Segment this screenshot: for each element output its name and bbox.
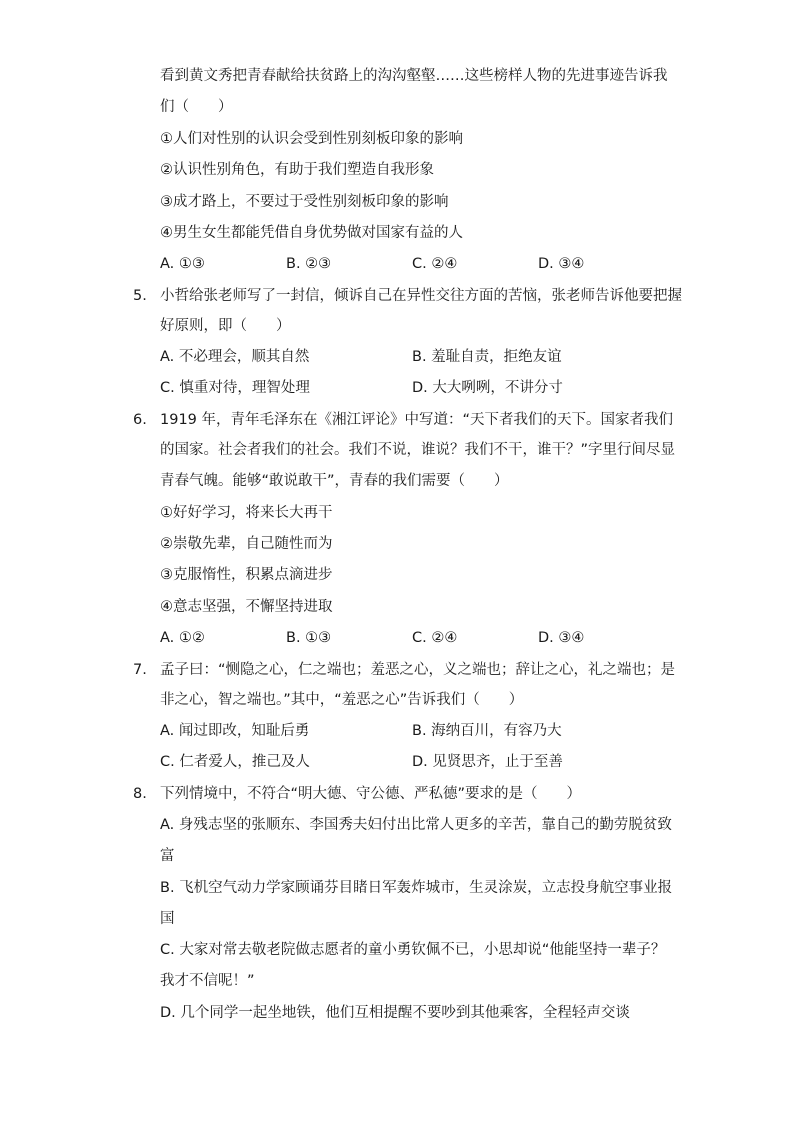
q6-option-c: C. ②④: [412, 630, 458, 646]
q4-statement-4: ④男生女生都能凭借自身优势做对国家有益的人: [160, 225, 463, 241]
q7-stem-line-1: 孟子曰：“恻隐之心，仁之端也；羞恶之心，义之端也；辞让之心，礼之端也；是: [160, 662, 676, 678]
q6-option-b: B. ①③: [286, 630, 332, 646]
q5-stem-line-1: 小哲给张老师写了一封信，倾诉自己在异性交往方面的苦恼，张老师告诉他要把握: [160, 288, 682, 304]
q7-option-d: D. 见贤思齐，止于至善: [412, 754, 563, 770]
q6-statement-4: ④意志坚强，不懈坚持进取: [160, 599, 333, 615]
q8-option-a-line-2: 富: [160, 848, 175, 864]
q8-option-b-line-2: 国: [160, 911, 175, 927]
q8-option-c-line-2: 我才不信呢！”: [160, 973, 255, 989]
q5-option-d: D. 大大咧咧，不讲分寸: [412, 380, 563, 396]
q7-stem-line-2: 非之心，智之端也。”其中，“羞恶之心”告诉我们（ ）: [160, 692, 524, 708]
q8-stem: 下列情境中，不符合“明大德、守公德、严私德”要求的是（ ）: [160, 786, 582, 802]
q5-option-b: B. 羞耻自责，拒绝友谊: [412, 349, 562, 365]
q7-option-b: B. 海纳百川，有容乃大: [412, 723, 562, 739]
q4-statement-3: ③成才路上，不要过于受性别刻板印象的影响: [160, 194, 449, 210]
q6-stem-line-1: 1919 年，青年毛泽东在《湘江评论》中写道：“天下者我们的天下。国家者我们: [160, 412, 674, 428]
q8-number: 8.: [133, 786, 147, 802]
q5-option-a: A. 不必理会，顺其自然: [160, 349, 310, 365]
q6-statement-3: ③克服惰性，积累点滴进步: [160, 567, 333, 583]
q4-stem-line-2: 们（ ）: [160, 99, 233, 115]
q6-option-d: D. ③④: [538, 630, 585, 646]
q5-number: 5.: [133, 288, 147, 304]
q8-option-d: D. 几个同学一起坐地铁，他们互相提醒不要吵到其他乘客，全程轻声交谈: [160, 1005, 630, 1021]
q6-statement-2: ②崇敬先辈，自己随性而为: [160, 536, 333, 552]
q8-option-c-line-1: C. 大家对常去敬老院做志愿者的童小勇钦佩不已，小思却说“他能坚持一辈子？: [160, 942, 666, 958]
q6-statement-1: ①好好学习，将来长大再干: [160, 505, 333, 521]
q4-option-c: C. ②④: [412, 256, 458, 272]
q6-option-a: A. ①②: [160, 630, 205, 646]
q4-option-b: B. ②③: [286, 256, 332, 272]
q4-stem-line-1: 看到黄文秀把青春献给扶贫路上的沟沟壑壑……这些榜样人物的先进事迹告诉我: [160, 68, 668, 84]
q5-option-c: C. 慎重对待，理智处理: [160, 380, 310, 396]
q5-stem-line-2: 好原则，即（ ）: [160, 318, 291, 334]
q4-option-a: A. ①③: [160, 256, 205, 272]
q7-option-a: A. 闻过即改，知耻后勇: [160, 723, 310, 739]
q7-number: 7.: [133, 662, 147, 678]
q6-stem-line-3: 青春气魄。能够“敢说敢干”，青春的我们需要（ ）: [160, 473, 509, 489]
q4-option-d: D. ③④: [538, 256, 585, 272]
q8-option-a-line-1: A. 身残志坚的张顺东、李国秀夫妇付出比常人更多的辛苦，靠自己的勤劳脱贫致: [160, 817, 672, 833]
q4-statement-1: ①人们对性别的认识会受到性别刻板印象的影响: [160, 131, 463, 147]
q6-stem-line-2: 的国家。社会者我们的社会。我们不说，谁说？我们不干，谁干？”字里行间尽显: [160, 442, 676, 458]
q4-statement-2: ②认识性别角色，有助于我们塑造自我形象: [160, 162, 434, 178]
q7-option-c: C. 仁者爱人，推己及人: [160, 754, 310, 770]
q8-option-b-line-1: B. 飞机空气动力学家顾诵芬目睹日军轰炸城市，生灵涂炭，立志投身航空事业报: [160, 880, 673, 896]
q6-number: 6.: [133, 412, 147, 428]
